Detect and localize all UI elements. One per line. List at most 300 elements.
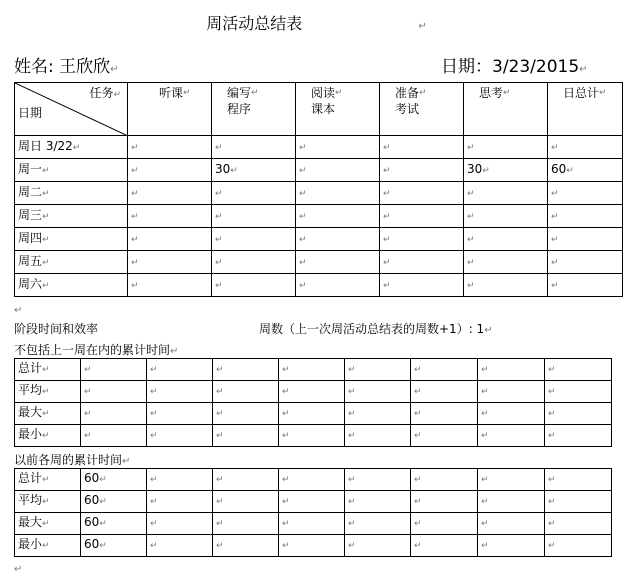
paragraph-mark: ↵	[467, 258, 475, 268]
table-cell	[296, 274, 380, 297]
table-row	[15, 274, 623, 297]
paragraph-mark: ↵	[282, 475, 290, 485]
cumulative-table	[14, 468, 612, 557]
table-cell	[128, 182, 212, 205]
paragraph-mark: ↵	[348, 497, 356, 507]
paragraph-mark: ↵	[548, 431, 556, 441]
day-cell-text: 周一	[18, 162, 43, 176]
paragraph-mark: ↵	[467, 189, 475, 199]
table-cell	[548, 228, 623, 251]
paragraph-mark: ↵	[215, 258, 223, 268]
table-cell-text: 60	[84, 471, 100, 485]
table-cell	[464, 251, 548, 274]
table-cell	[345, 535, 411, 557]
table-cell	[128, 159, 212, 182]
row-label-cell-text: 总计	[18, 361, 43, 375]
table-cell	[279, 425, 345, 447]
table-cell	[147, 469, 213, 491]
cum-section-label: 以前各周的累计时间↵	[14, 453, 131, 467]
paragraph-mark: ↵	[230, 166, 238, 176]
row-label-cell-text: 最大	[18, 515, 43, 529]
table-cell	[213, 359, 279, 381]
table-cell	[212, 159, 296, 182]
paragraph-mark: ↵	[299, 235, 307, 245]
table-cell	[478, 491, 545, 513]
table-cell-text: 60	[84, 537, 100, 551]
table-cell	[545, 469, 612, 491]
column-header-text: 日总计	[563, 86, 600, 100]
date-field: 日期：3/23/2015↵	[441, 57, 588, 77]
table-cell	[81, 491, 147, 513]
table-cell	[380, 182, 464, 205]
table-row	[15, 491, 612, 513]
table-cell	[128, 251, 212, 274]
table-cell	[545, 513, 612, 535]
table-cell-text: 60	[84, 493, 100, 507]
paragraph-mark: ↵	[579, 64, 588, 75]
paragraph-mark: ↵	[548, 497, 556, 507]
paragraph-mark: ↵	[215, 281, 223, 291]
paragraph-mark: ↵	[548, 365, 556, 375]
table-cell	[345, 381, 411, 403]
paragraph-mark: ↵	[150, 497, 158, 507]
table-cell	[128, 274, 212, 297]
paragraph-mark: ↵	[42, 258, 50, 268]
table-row	[15, 403, 612, 425]
day-cell	[15, 228, 128, 251]
paragraph-mark: ↵	[414, 365, 422, 375]
row-label-cell-text: 平均	[18, 383, 43, 397]
table-cell	[548, 136, 623, 159]
table-cell	[147, 359, 213, 381]
table-cell	[345, 425, 411, 447]
table-cell	[279, 513, 345, 535]
paragraph-mark: ↵	[216, 365, 224, 375]
table-cell	[279, 469, 345, 491]
paragraph-mark: ↵	[467, 143, 475, 153]
paragraph-mark: ↵	[383, 235, 391, 245]
table-cell	[464, 182, 548, 205]
paragraph-mark: ↵	[216, 431, 224, 441]
table-cell	[411, 381, 478, 403]
table-row	[15, 513, 612, 535]
table-cell-text: 60	[551, 162, 567, 176]
row-label-cell	[15, 425, 81, 447]
row-label-cell	[15, 381, 81, 403]
column-header-text: 听课	[159, 86, 184, 100]
paragraph-mark: ↵	[548, 541, 556, 551]
table-cell	[81, 535, 147, 557]
paragraph-mark: ↵	[84, 409, 92, 419]
paragraph-mark: ↵	[216, 475, 224, 485]
paragraph-mark: ↵	[414, 519, 422, 529]
table-cell	[545, 403, 612, 425]
paragraph-mark: ↵	[551, 189, 559, 199]
table-cell	[296, 182, 380, 205]
table-row	[15, 182, 623, 205]
paragraph-mark: ↵	[299, 212, 307, 222]
paragraph-mark: ↵	[467, 281, 475, 291]
paragraph-mark: ↵	[414, 497, 422, 507]
paragraph-mark: ↵	[299, 281, 307, 291]
paragraph-mark: ↵	[42, 281, 50, 291]
paragraph-mark: ↵	[481, 541, 489, 551]
table-row	[15, 251, 623, 274]
table-cell	[545, 359, 612, 381]
paragraph-mark: ↵	[99, 519, 107, 529]
paragraph-mark: ↵	[216, 387, 224, 397]
paragraph-mark: ↵	[42, 235, 50, 245]
column-header-text: 思考	[479, 86, 504, 100]
paragraph-mark: ↵	[215, 235, 223, 245]
paragraph-mark: ↵	[383, 281, 391, 291]
table-cell	[411, 513, 478, 535]
paragraph-mark: ↵	[299, 166, 307, 176]
paragraph-mark: ↵	[481, 497, 489, 507]
table-cell	[279, 359, 345, 381]
table-cell	[345, 491, 411, 513]
paragraph-mark: ↵	[42, 541, 50, 551]
row-label-cell	[15, 469, 81, 491]
table-cell	[81, 469, 147, 491]
table-cell	[464, 159, 548, 182]
table-cell	[478, 359, 545, 381]
paragraph-mark: ↵	[215, 143, 223, 153]
table-cell	[478, 535, 545, 557]
table-cell	[296, 228, 380, 251]
paragraph-mark: ↵	[383, 212, 391, 222]
paragraph-mark: ↵	[14, 564, 23, 575]
name-field: 姓名: 王欣欣↵	[14, 57, 119, 77]
table-cell	[411, 469, 478, 491]
table-cell	[147, 403, 213, 425]
table-cell	[548, 274, 623, 297]
paragraph-mark: ↵	[348, 365, 356, 375]
table-cell	[380, 274, 464, 297]
table-cell	[296, 159, 380, 182]
corner-task-label: 任务↵	[89, 86, 121, 100]
paragraph-mark: ↵	[42, 365, 50, 375]
table-cell	[411, 535, 478, 557]
column-header	[128, 83, 212, 136]
table-row	[15, 228, 623, 251]
day-cell-text: 周五	[18, 254, 43, 268]
column-header	[464, 83, 548, 136]
table-cell	[128, 205, 212, 228]
table-cell	[548, 205, 623, 228]
table-cell	[81, 513, 147, 535]
table-cell	[296, 205, 380, 228]
paragraph-mark: ↵	[282, 541, 290, 551]
paragraph-mark: ↵	[99, 541, 107, 551]
table-cell	[411, 359, 478, 381]
paragraph-mark: ↵	[348, 431, 356, 441]
row-label-cell-text: 平均	[18, 493, 43, 507]
table-cell-text: 30	[467, 162, 483, 176]
paragraph-mark: ↵	[282, 409, 290, 419]
table-row	[15, 136, 623, 159]
table-cell	[212, 182, 296, 205]
weekly-activity-table	[14, 82, 623, 297]
paragraph-mark: ↵	[481, 365, 489, 375]
paragraph-mark: ↵	[42, 189, 50, 199]
paragraph-mark: ↵	[348, 387, 356, 397]
row-label-cell-text: 最小	[18, 537, 43, 551]
table-cell	[213, 491, 279, 513]
table-cell	[296, 136, 380, 159]
paragraph-mark: ↵	[418, 21, 427, 32]
paragraph-mark: ↵	[551, 212, 559, 222]
corner-date-label: 日期	[18, 106, 43, 120]
paragraph-mark: ↵	[348, 519, 356, 529]
table-cell	[212, 251, 296, 274]
table-cell	[213, 425, 279, 447]
table-cell	[212, 274, 296, 297]
table-cell	[296, 251, 380, 274]
paragraph-mark: ↵	[131, 189, 139, 199]
row-label-cell-text: 最小	[18, 427, 43, 441]
paragraph-mark: ↵	[383, 166, 391, 176]
day-cell	[15, 274, 128, 297]
table-cell-text: 60	[84, 515, 100, 529]
table-cell	[147, 381, 213, 403]
table-cell-text: 30	[215, 162, 231, 176]
paragraph-mark: ↵	[348, 409, 356, 419]
paragraph-mark: ↵	[150, 365, 158, 375]
table-cell	[545, 381, 612, 403]
row-label-cell	[15, 513, 81, 535]
table-cell	[478, 513, 545, 535]
table-cell	[147, 491, 213, 513]
table-cell	[545, 535, 612, 557]
paragraph-mark: ↵	[481, 409, 489, 419]
table-cell	[213, 535, 279, 557]
table-cell	[478, 469, 545, 491]
paragraph-mark: ↵	[467, 235, 475, 245]
paragraph-mark: ↵	[299, 143, 307, 153]
paragraph-mark: ↵	[481, 387, 489, 397]
paragraph-mark: ↵	[383, 258, 391, 268]
paragraph-mark: ↵	[414, 541, 422, 551]
paragraph-mark: ↵	[599, 88, 607, 98]
paragraph-mark: ↵	[216, 409, 224, 419]
table-cell	[380, 251, 464, 274]
table-row	[15, 159, 623, 182]
excl-section-label: 不包括上一周在内的累计时间↵	[14, 343, 179, 357]
day-cell	[15, 159, 128, 182]
table-cell	[411, 403, 478, 425]
column-header-text: 阅读 课本	[311, 86, 336, 116]
paragraph-mark: ↵	[299, 258, 307, 268]
paragraph-mark: ↵	[42, 409, 50, 419]
paragraph-mark: ↵	[183, 88, 191, 98]
paragraph-mark: ↵	[282, 497, 290, 507]
row-label-cell	[15, 403, 81, 425]
column-header	[212, 83, 296, 136]
day-cell	[15, 205, 128, 228]
table-cell	[478, 403, 545, 425]
table-cell	[279, 535, 345, 557]
paragraph-mark: ↵	[414, 475, 422, 485]
table-cell	[279, 403, 345, 425]
table-cell	[213, 381, 279, 403]
paragraph-mark: ↵	[481, 475, 489, 485]
paragraph-mark: ↵	[99, 475, 107, 485]
table-cell	[81, 425, 147, 447]
paragraph-mark: ↵	[548, 387, 556, 397]
paragraph-mark: ↵	[42, 212, 50, 222]
excluding-last-week-table	[14, 358, 612, 447]
paragraph-mark: ↵	[42, 497, 50, 507]
paragraph-mark: ↵	[216, 497, 224, 507]
table-cell	[279, 381, 345, 403]
paragraph-mark: ↵	[419, 88, 427, 98]
paragraph-mark: ↵	[72, 143, 81, 153]
paragraph-mark: ↵	[282, 519, 290, 529]
paragraph-mark: ↵	[150, 475, 158, 485]
paragraph-mark: ↵	[551, 258, 559, 268]
table-cell	[380, 228, 464, 251]
paragraph-mark: ↵	[503, 88, 511, 98]
paragraph-mark: ↵	[42, 475, 50, 485]
phase-label: 阶段时间和效率	[14, 322, 99, 336]
day-cell-text: 周二	[18, 185, 43, 199]
paragraph-mark: ↵	[383, 189, 391, 199]
column-header-text: 准备 考试	[395, 86, 420, 116]
paragraph-mark: ↵	[150, 541, 158, 551]
table-cell	[345, 513, 411, 535]
paragraph-mark: ↵	[383, 143, 391, 153]
row-label-cell	[15, 359, 81, 381]
paragraph-mark: ↵	[348, 541, 356, 551]
table-cell	[464, 205, 548, 228]
table-cell	[411, 425, 478, 447]
paragraph-mark: ↵	[131, 212, 139, 222]
table-cell	[345, 403, 411, 425]
column-header-text: 编写 程序	[227, 86, 252, 116]
table-cell	[345, 469, 411, 491]
table-cell	[380, 205, 464, 228]
column-header	[380, 83, 464, 136]
table-cell	[548, 159, 623, 182]
row-label-cell-text: 总计	[18, 471, 43, 485]
table-row	[15, 425, 612, 447]
table-cell	[464, 136, 548, 159]
table-cell	[212, 205, 296, 228]
table-cell	[548, 251, 623, 274]
paragraph-mark: ↵	[467, 212, 475, 222]
table-cell	[380, 136, 464, 159]
table-cell	[147, 513, 213, 535]
paragraph-mark: ↵	[548, 519, 556, 529]
paragraph-mark: ↵	[414, 387, 422, 397]
paragraph-mark: ↵	[42, 387, 50, 397]
table-cell	[545, 491, 612, 513]
table-cell	[213, 513, 279, 535]
day-cell-text: 周三	[18, 208, 43, 222]
paragraph-mark: ↵	[150, 387, 158, 397]
table-cell	[212, 228, 296, 251]
table-row	[15, 359, 612, 381]
paragraph-mark: ↵	[282, 365, 290, 375]
table-row	[15, 381, 612, 403]
paragraph-mark: ↵	[14, 305, 23, 316]
column-header	[548, 83, 623, 136]
paragraph-mark: ↵	[131, 281, 139, 291]
table-cell	[345, 359, 411, 381]
paragraph-mark: ↵	[566, 166, 574, 176]
row-label-cell-text: 最大	[18, 405, 43, 419]
paragraph-mark: ↵	[131, 235, 139, 245]
paragraph-mark: ↵	[551, 281, 559, 291]
table-row	[15, 469, 612, 491]
table-cell	[213, 403, 279, 425]
paragraph-mark: ↵	[150, 409, 158, 419]
paragraph-mark: ↵	[150, 431, 158, 441]
table-cell	[128, 136, 212, 159]
table-cell	[81, 403, 147, 425]
table-cell	[212, 136, 296, 159]
paragraph-mark: ↵	[42, 519, 50, 529]
paragraph-mark: ↵	[99, 497, 107, 507]
table-cell	[147, 425, 213, 447]
table-row	[15, 535, 612, 557]
table-cell	[128, 228, 212, 251]
document-title: 周活动总结表 ↵	[206, 14, 427, 33]
paragraph-mark: ↵	[84, 431, 92, 441]
day-cell-text: 周六	[18, 277, 43, 291]
table-cell	[81, 359, 147, 381]
paragraph-mark: ↵	[548, 475, 556, 485]
table-cell	[464, 274, 548, 297]
paragraph-mark: ↵	[414, 409, 422, 419]
paragraph-mark: ↵	[84, 365, 92, 375]
day-cell-text: 周日 3/22	[18, 139, 73, 153]
paragraph-mark: ↵	[216, 519, 224, 529]
table-cell	[279, 491, 345, 513]
paragraph-mark: ↵	[215, 189, 223, 199]
paragraph-mark: ↵	[299, 189, 307, 199]
paragraph-mark: ↵	[131, 258, 139, 268]
paragraph-mark: ↵	[216, 541, 224, 551]
header-corner-cell	[15, 83, 128, 136]
paragraph-mark: ↵	[551, 235, 559, 245]
paragraph-mark: ↵	[282, 431, 290, 441]
paragraph-mark: ↵	[215, 212, 223, 222]
paragraph-mark: ↵	[482, 166, 490, 176]
day-cell	[15, 251, 128, 274]
paragraph-mark: ↵	[481, 519, 489, 529]
paragraph-mark: ↵	[348, 475, 356, 485]
paragraph-mark: ↵	[251, 88, 259, 98]
paragraph-mark: ↵	[335, 88, 343, 98]
table-cell	[411, 491, 478, 513]
column-header	[296, 83, 380, 136]
paragraph-mark: ↵	[551, 143, 559, 153]
table-cell	[147, 535, 213, 557]
table-cell	[478, 381, 545, 403]
row-label-cell	[15, 535, 81, 557]
table-cell	[464, 228, 548, 251]
table-cell	[81, 381, 147, 403]
table-cell	[478, 425, 545, 447]
table-cell	[548, 182, 623, 205]
paragraph-mark: ↵	[42, 166, 50, 176]
day-cell	[15, 136, 128, 159]
paragraph-mark: ↵	[131, 166, 139, 176]
paragraph-mark: ↵	[131, 143, 139, 153]
paragraph-mark: ↵	[414, 431, 422, 441]
